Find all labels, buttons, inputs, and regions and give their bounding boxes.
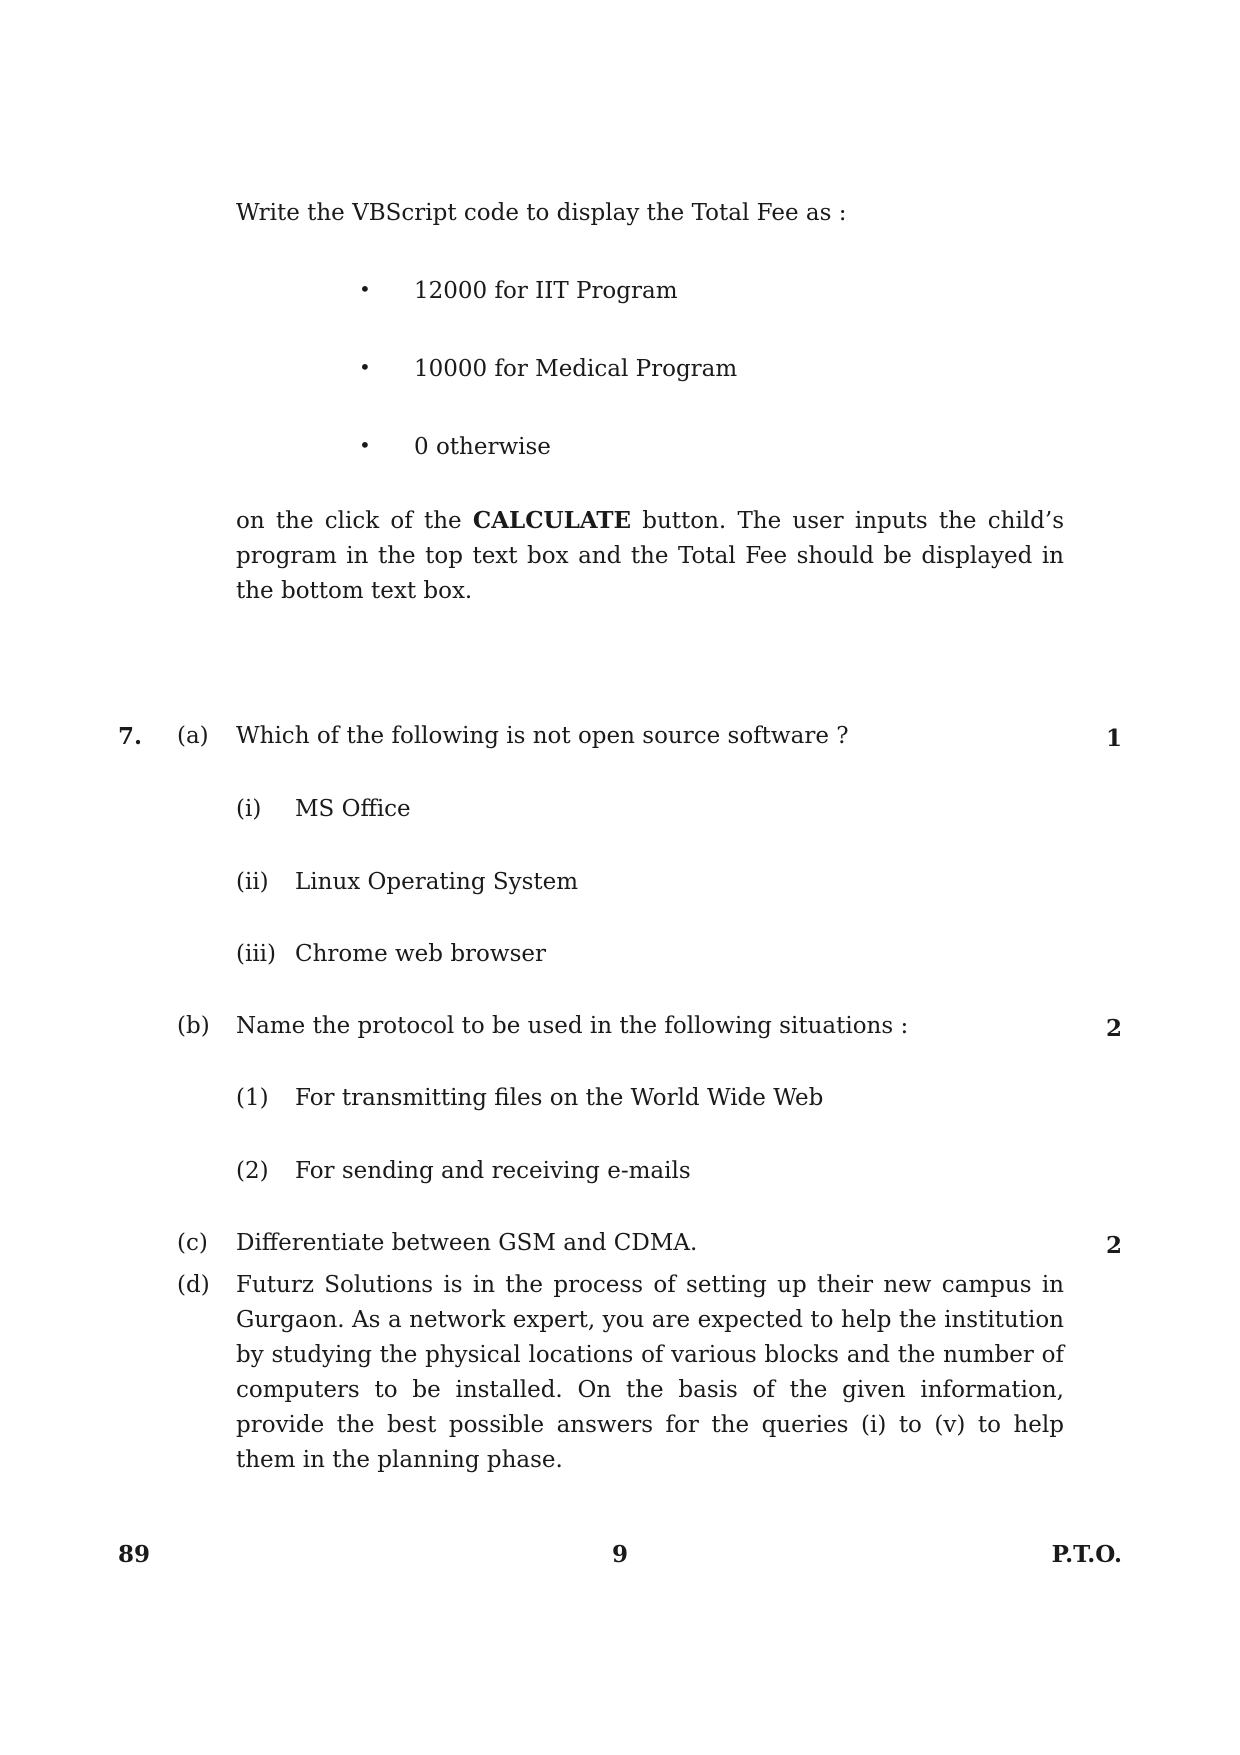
option-text: MS Office	[295, 796, 411, 822]
option-label: (i)	[236, 796, 262, 822]
option-label: (ii)	[236, 869, 269, 895]
option-text: Chrome web browser	[295, 941, 546, 967]
calculate-keyword: CALCULATE	[472, 507, 631, 534]
part-a-label: (a)	[177, 723, 209, 749]
bullet-item: 12000 for IIT Program	[414, 278, 678, 304]
bullet-icon: •	[359, 433, 371, 457]
footer-code: 89	[118, 1541, 151, 1568]
bullet-icon: •	[359, 355, 371, 379]
intro-paragraph: on the click of the CALCULATE button. The user inputs the child’s program in the top text box and the Total Fee should be displayed in the bottom text box.	[236, 507, 1064, 604]
part-d-text: Futurz Solutions is in the process of setting up their new campus in Gurgaon. As a network expert, you are expected to help the institution by studying the physical locations of various blocks and the number of computers to be installed. On the basis of the given information, provide the best possible answers for the queries (i) to (v) to help them in the planning phase.	[236, 1272, 1064, 1473]
option-text: For sending and receiving e-mails	[295, 1158, 691, 1184]
option-label: (1)	[236, 1085, 269, 1111]
part-b-text: Name the protocol to be used in the following situations :	[236, 1013, 909, 1039]
bullet-item: 0 otherwise	[414, 434, 551, 460]
option-text: Linux Operating System	[295, 869, 579, 895]
intro-text: Write the VBScript code to display the Total Fee as :	[236, 200, 847, 226]
bullet-item: 10000 for Medical Program	[414, 356, 738, 382]
option-label: (iii)	[236, 941, 277, 967]
part-a-text: Which of the following is not open source software ?	[236, 723, 849, 749]
bullet-icon: •	[359, 277, 371, 301]
part-c-label: (c)	[177, 1230, 208, 1256]
question-number: 7.	[118, 723, 143, 750]
part-a-marks: 1	[1105, 725, 1122, 752]
part-c-marks: 2	[1105, 1232, 1122, 1259]
footer-pto: P.T.O.	[1051, 1541, 1122, 1568]
part-b-label: (b)	[177, 1013, 210, 1039]
option-text: For transmitting files on the World Wide Web	[295, 1085, 824, 1111]
part-d-label: (d)	[177, 1272, 210, 1298]
part-c-text: Differentiate between GSM and CDMA.	[236, 1230, 698, 1256]
page-number: 9	[612, 1541, 629, 1568]
part-b-marks: 2	[1105, 1015, 1122, 1042]
option-label: (2)	[236, 1158, 269, 1184]
